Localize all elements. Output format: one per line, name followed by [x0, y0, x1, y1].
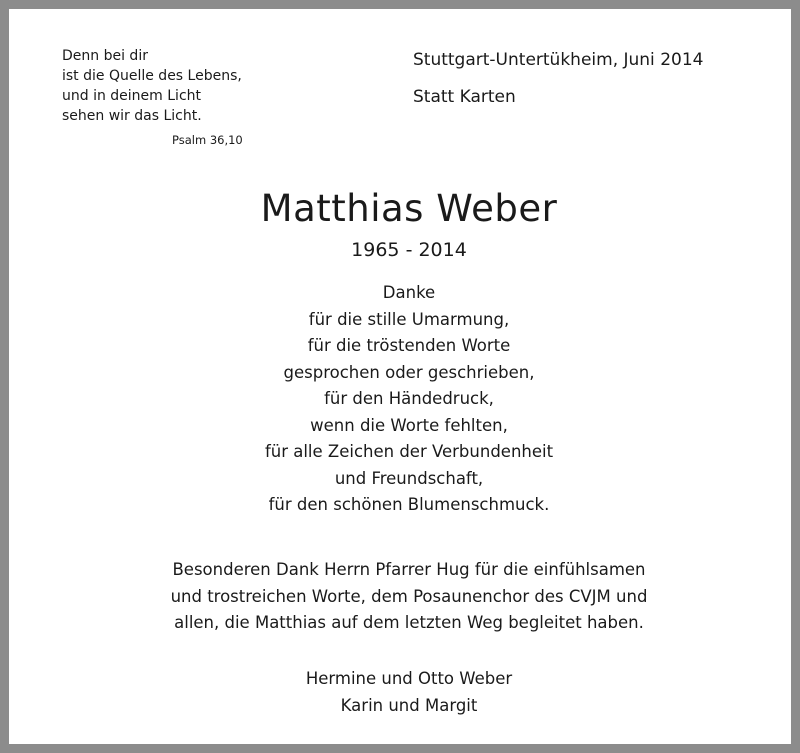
signatory-line: Hermine und Otto Weber	[305, 669, 513, 688]
thanks-line: wenn die Worte fehlten,	[310, 415, 508, 435]
special-thanks-line: Besonderen Dank Herrn Pfarrer Hug für die einfühlsamen	[172, 560, 646, 579]
thanks-line: für den Händedruck,	[324, 389, 494, 408]
special-thanks-line: allen, die Matthias auf dem letzten Weg begleitet haben.	[174, 613, 644, 632]
psalm-line: ist die Quelle des Lebens,	[62, 68, 242, 84]
thanks-line: für die tröstenden Worte	[307, 336, 511, 355]
psalm-quote	[62, 46, 243, 148]
thanks-poem	[9, 280, 800, 519]
psalm-line: sehen wir das Licht.	[62, 108, 202, 124]
thanks-line: und Freundschaft,	[334, 468, 484, 488]
signatories	[9, 666, 800, 719]
life-years: 1965 - 2014	[351, 239, 467, 261]
thanks-line: Danke	[382, 283, 436, 302]
psalm-line: Denn bei dir	[62, 48, 148, 64]
thanks-line: gesprochen oder geschrieben,	[283, 362, 535, 382]
deceased-name: Matthias Weber	[260, 187, 558, 230]
thanks-line: für die stille Umarmung,	[308, 309, 510, 329]
psalm-line: und in deinem Licht	[62, 88, 202, 104]
special-thanks	[9, 557, 800, 637]
special-thanks-line: und trostreichen Worte, dem Posaunenchor des CVJM und	[170, 586, 648, 606]
thanks-line: für alle Zeichen der Verbundenheit	[264, 442, 554, 461]
psalm-reference: Psalm 36,10	[172, 133, 243, 147]
place-date: Stuttgart-Untertükheim, Juni 2014	[413, 50, 704, 70]
statt-karten-note: Statt Karten	[413, 87, 516, 107]
thanks-line: für den schönen Blumenschmuck.	[268, 495, 550, 514]
signatory-line: Karin und Margit	[340, 695, 478, 715]
